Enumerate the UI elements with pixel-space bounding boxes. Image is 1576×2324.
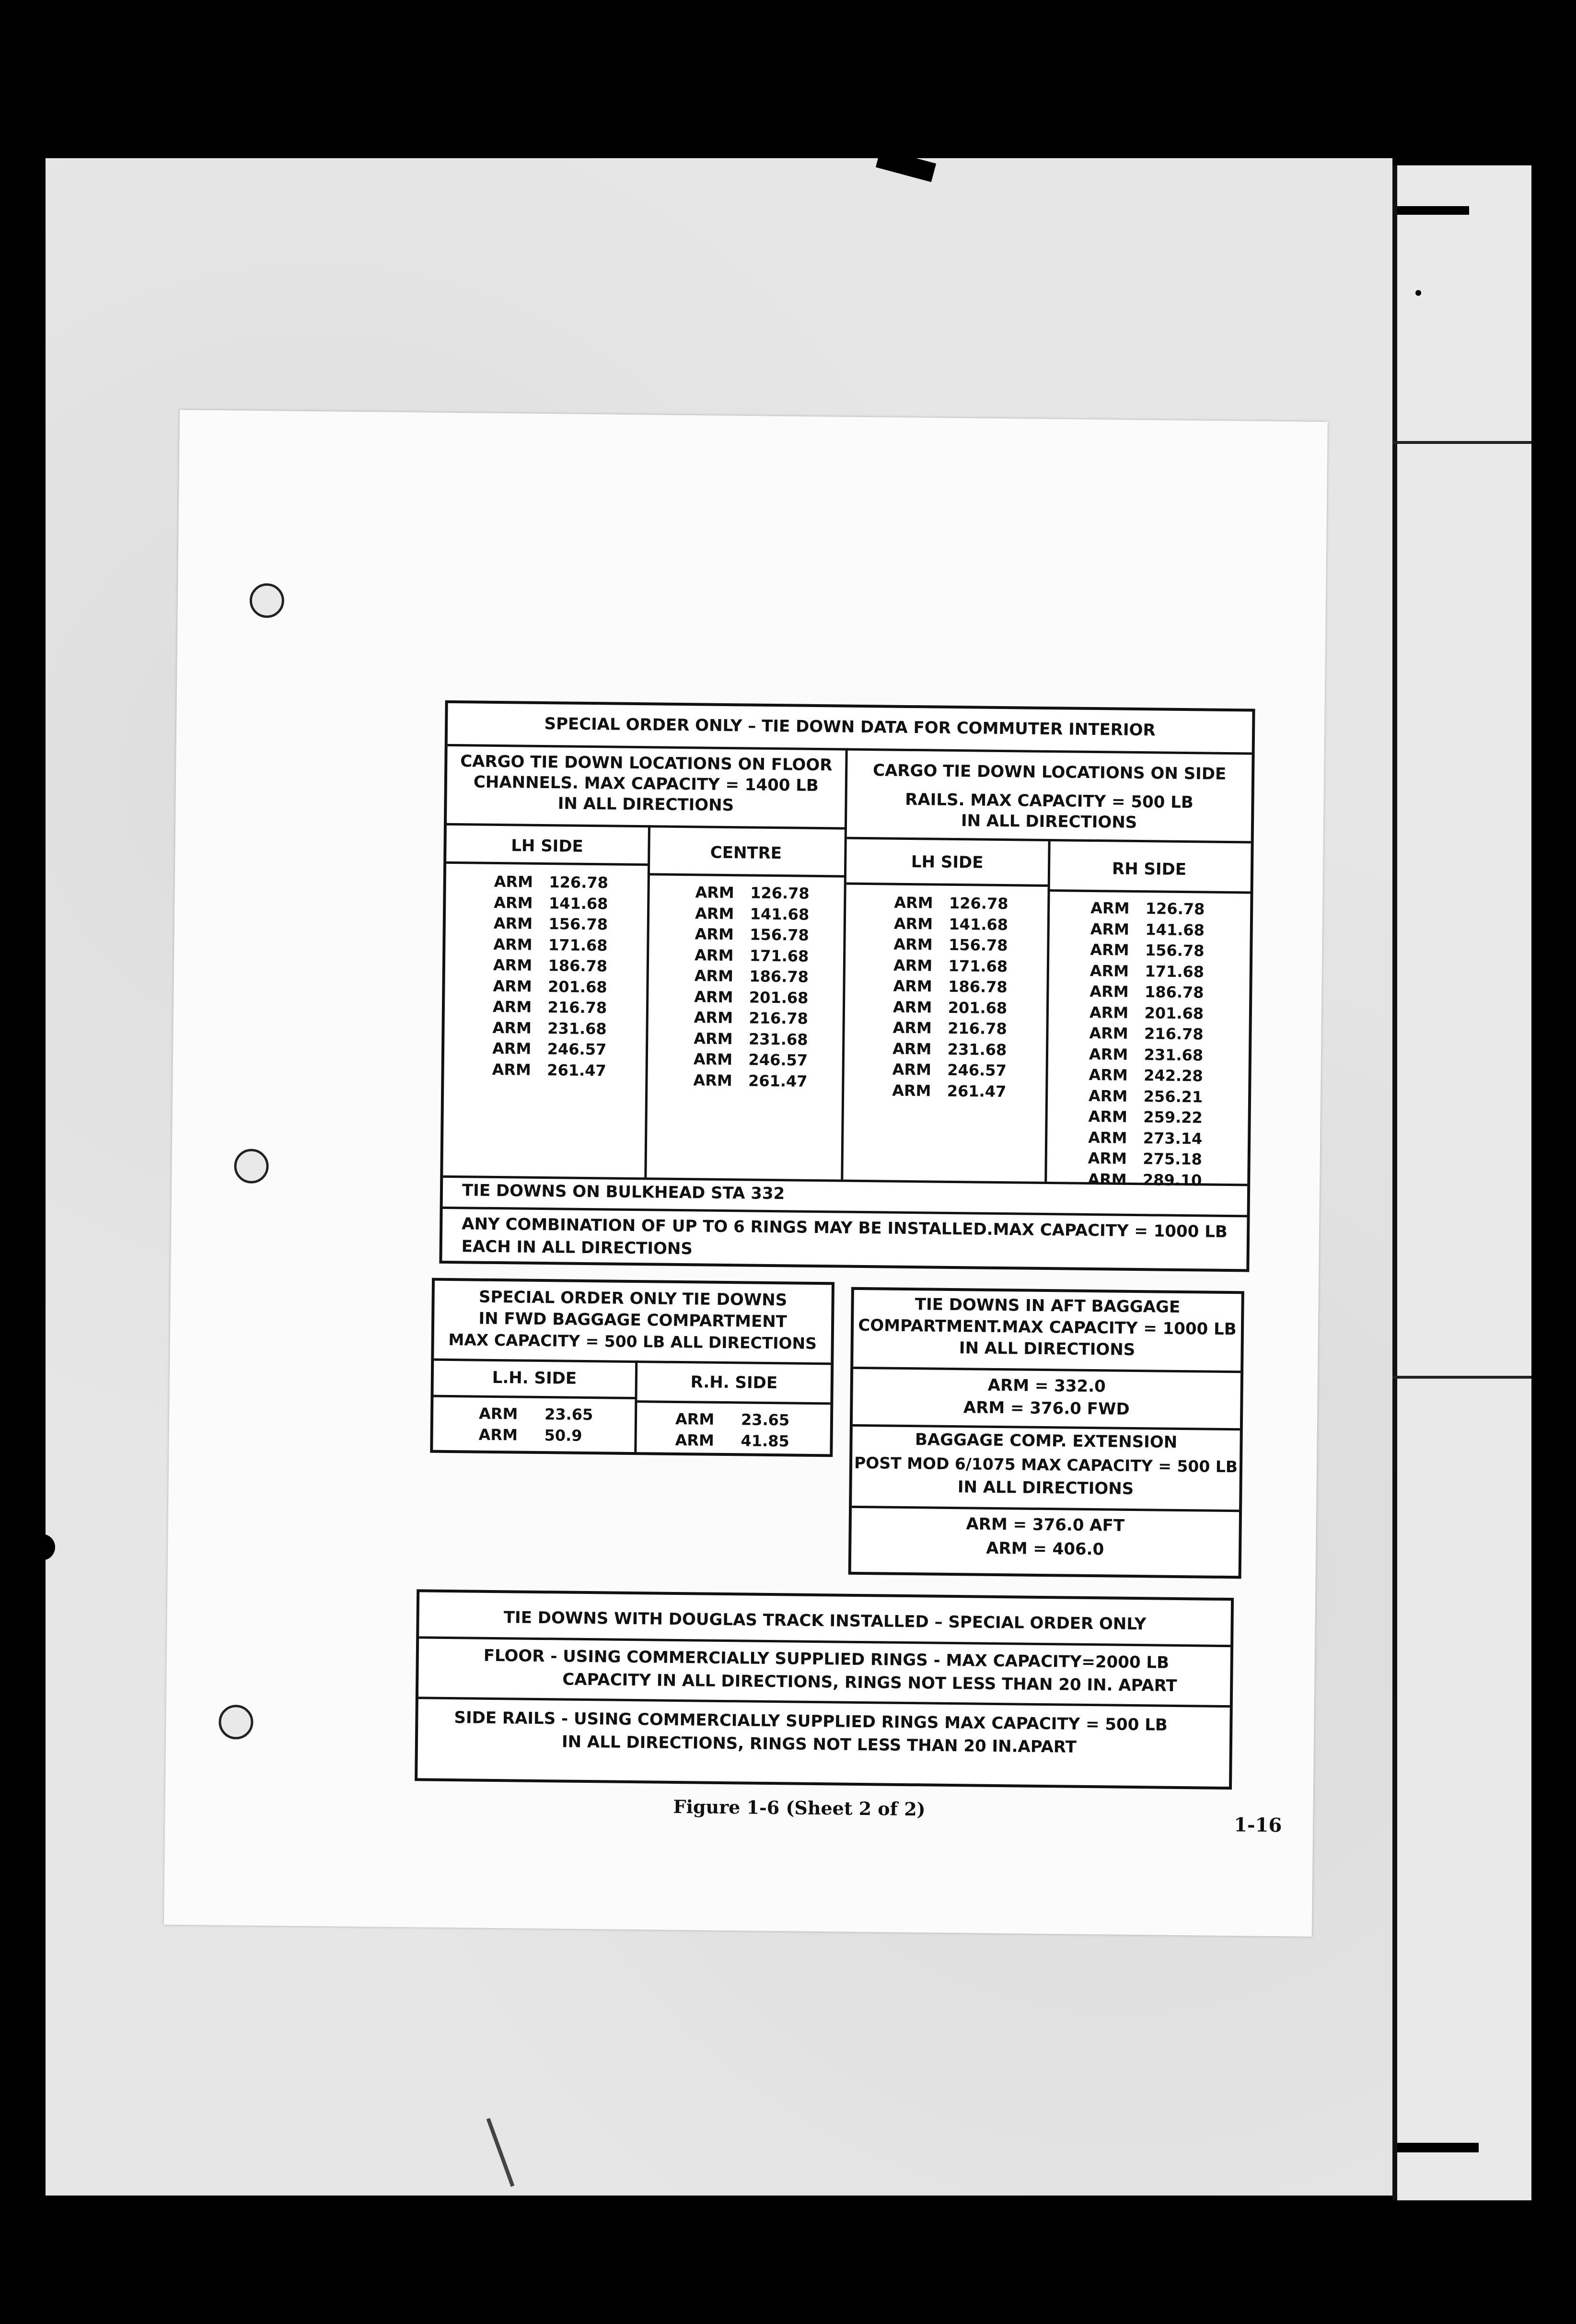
divider (434, 1359, 831, 1365)
sheet-rule (1392, 1376, 1531, 1379)
extension-arm-value: ARM = 376.0 AFT (966, 1514, 1125, 1535)
arm-value: ARM 156.78 (493, 914, 608, 934)
floor-header-line: IN ALL DIRECTIONS (557, 794, 734, 815)
arm-value: ARM 201.68 (892, 998, 1008, 1017)
douglas-title: TIE DOWNS WITH DOUGLAS TRACK INSTALLED – SPECIAL ORDER ONLY (503, 1608, 1147, 1634)
arm-value: ARM 231.68 (1089, 1045, 1204, 1064)
arm-value: ARM 141.68 (695, 904, 810, 924)
sheet-rule (1392, 441, 1531, 444)
fwd-title-line: IN FWD BAGGAGE COMPARTMENT (478, 1309, 788, 1332)
arm-value: ARM 156.78 (695, 925, 809, 944)
fwd-column-rh: R.H. SIDE (690, 1372, 778, 1393)
extension-title-line: IN ALL DIRECTIONS (957, 1477, 1134, 1499)
arm-value: ARM 261.47 (492, 1060, 606, 1080)
arm-value: ARM 231.68 (892, 1039, 1007, 1059)
bulkhead-text: ANY COMBINATION OF UP TO 6 RINGS MAY BE INSTALLED.MAX CAPACITY = 1000 LB (462, 1214, 1228, 1242)
arm-value: ARM 273.14 (1088, 1128, 1203, 1148)
aft-title-line: IN ALL DIRECTIONS (959, 1338, 1136, 1360)
lh-side-arm-list (892, 893, 1008, 1102)
divider (852, 1506, 1239, 1512)
column-header-centre: CENTRE (710, 843, 782, 863)
punch-hole (219, 1705, 254, 1740)
centre-arm-list (693, 882, 810, 1092)
divider (419, 1636, 1230, 1647)
arm-value: ARM 261.47 (892, 1081, 1007, 1101)
aft-arm-value: ARM = 376.0 FWD (963, 1398, 1130, 1419)
side-header-line: CARGO TIE DOWN LOCATIONS ON SIDE (872, 761, 1227, 784)
arm-value: ARM 141.68 (893, 914, 1008, 934)
rh-side-arm-list (1088, 898, 1205, 1191)
aft-title-line: TIE DOWNS IN AFT BAGGAGE (915, 1295, 1181, 1317)
arm-value: ARM 246.57 (492, 1039, 607, 1059)
divider (648, 873, 844, 877)
arm-value: ARM 246.57 (892, 1060, 1007, 1080)
floor-header-line: CHANNELS. MAX CAPACITY = 1400 LB (473, 772, 819, 795)
arm-value: ARM 156.78 (893, 935, 1008, 955)
arm-value: ARM 216.78 (892, 1018, 1007, 1038)
fwd-rh-arm-list (675, 1409, 789, 1452)
fwd-title-line: MAX CAPACITY = 500 LB ALL DIRECTIONS (448, 1330, 817, 1353)
arm-value: ARM 126.78 (494, 872, 609, 892)
divider (418, 1697, 1230, 1708)
arm-value: ARM 261.47 (693, 1070, 808, 1091)
arm-value: ARM 126.78 (1090, 898, 1205, 918)
adjacent-sheet (1392, 165, 1531, 2200)
arm-value: ARM 141.68 (494, 893, 608, 913)
bulkhead-text: EACH IN ALL DIRECTIONS (461, 1237, 693, 1259)
arm-value: ARM 201.68 (1089, 1003, 1204, 1023)
document-page (164, 410, 1328, 1937)
arm-value: ARM 171.68 (493, 935, 608, 954)
aft-baggage-table (848, 1287, 1244, 1579)
arm-value: ARM 126.78 (695, 883, 810, 903)
figure-caption: Figure 1-6 (Sheet 2 of 2) (673, 1795, 926, 1820)
arm-value: ARM 231.68 (694, 1029, 808, 1049)
arm-value: ARM 289.10 (1088, 1170, 1202, 1189)
arm-value: ARM 216.78 (1089, 1023, 1204, 1044)
fwd-lh-arm-list (478, 1404, 593, 1446)
extension-arm-value: ARM = 406.0 (985, 1538, 1104, 1559)
arm-value: ARM 171.68 (893, 956, 1008, 976)
lh-floor-arm-list (492, 872, 608, 1081)
extension-title-line: BAGGAGE COMP. EXTENSION (915, 1430, 1178, 1452)
arm-value: ARM 216.78 (492, 997, 607, 1017)
arm-value: ARM 171.68 (1089, 961, 1205, 981)
arm-value: ARM 141.68 (1090, 919, 1205, 939)
arm-value: ARM 186.78 (694, 966, 809, 986)
ink-mark (1397, 2143, 1479, 2152)
arm-value: ARM 259.22 (1088, 1107, 1203, 1127)
punch-hole (249, 583, 284, 618)
side-header-line: RAILS. MAX CAPACITY = 500 LB (905, 790, 1194, 813)
column-header-lh-side: LH SIDE (911, 852, 984, 872)
page-number: 1-16 (1233, 1813, 1282, 1837)
side-header-line: IN ALL DIRECTIONS (961, 811, 1137, 832)
fwd-column-lh: L.H. SIDE (492, 1368, 577, 1388)
ink-mark (1397, 206, 1469, 215)
aft-title-line: COMPARTMENT.MAX CAPACITY = 1000 LB (858, 1315, 1237, 1339)
douglas-side-line: SIDE RAILS - USING COMMERCIALLY SUPPLIED RINGS MAX CAPACITY = 500 LB (454, 1708, 1168, 1735)
arm-value: ARM 231.68 (492, 1018, 607, 1038)
arm-value: ARM 242.28 (1089, 1065, 1203, 1085)
douglas-floor-line: FLOOR - USING COMMERCIALLY SUPPLIED RINGS - MAX CAPACITY=2000 LB (483, 1646, 1170, 1673)
arm-value: ARM 201.68 (694, 987, 809, 1007)
arm-value: ARM 246.57 (693, 1050, 808, 1069)
fwd-baggage-table (430, 1278, 834, 1457)
arm-value: ARM 186.78 (493, 955, 608, 976)
arm-value: ARM 41.85 (675, 1430, 789, 1450)
arm-value: ARM 216.78 (694, 1008, 809, 1028)
arm-value: ARM 201.68 (493, 976, 607, 996)
arm-value: ARM 23.65 (675, 1409, 790, 1429)
extension-title-line: POST MOD 6/1075 MAX CAPACITY = 500 LB (854, 1453, 1238, 1476)
fwd-title-line: SPECIAL ORDER ONLY TIE DOWNS (478, 1287, 788, 1310)
divider (637, 1400, 830, 1405)
column-header-rh-side: RH SIDE (1112, 859, 1187, 880)
arm-value: ARM 156.78 (1090, 940, 1205, 960)
arm-value: ARM 186.78 (1089, 982, 1204, 1002)
commuter-tie-down-table (439, 700, 1255, 1272)
divider (1048, 889, 1251, 894)
column-header-lh-floor: LH SIDE (511, 836, 583, 856)
arm-value: ARM 171.68 (694, 945, 809, 965)
aft-arm-value: ARM = 332.0 (987, 1375, 1106, 1396)
divider (433, 1395, 635, 1399)
divider (446, 861, 648, 866)
bulkhead-title: TIE DOWNS ON BULKHEAD STA 332 (462, 1181, 785, 1204)
arm-value: ARM 23.65 (478, 1404, 593, 1424)
floor-header-line: CARGO TIE DOWN LOCATIONS ON FLOOR (460, 752, 833, 775)
douglas-floor-line: CAPACITY IN ALL DIRECTIONS, RINGS NOT LESS THAN 20 IN. APART (562, 1670, 1177, 1696)
sheet-edge-line (1392, 165, 1397, 2200)
arm-value: ARM 126.78 (894, 893, 1008, 913)
divider (853, 1367, 1240, 1373)
ink-mark (1415, 290, 1421, 296)
punch-hole (234, 1149, 269, 1184)
douglas-side-line: IN ALL DIRECTIONS, RINGS NOT LESS THAN 20 IN.APART (561, 1732, 1077, 1757)
arm-value: ARM 256.21 (1088, 1086, 1203, 1106)
arm-value: ARM 186.78 (893, 976, 1008, 997)
arm-value: ARM 50.9 (478, 1425, 582, 1445)
divider (846, 883, 1048, 887)
douglas-track-table (415, 1589, 1234, 1789)
arm-value: ARM 275.18 (1088, 1149, 1203, 1169)
divider (447, 823, 845, 830)
table-title: SPECIAL ORDER ONLY – TIE DOWN DATA FOR COMMUTER INTERIOR (544, 714, 1156, 740)
edge-mark (29, 1534, 55, 1560)
divider (644, 825, 650, 1177)
